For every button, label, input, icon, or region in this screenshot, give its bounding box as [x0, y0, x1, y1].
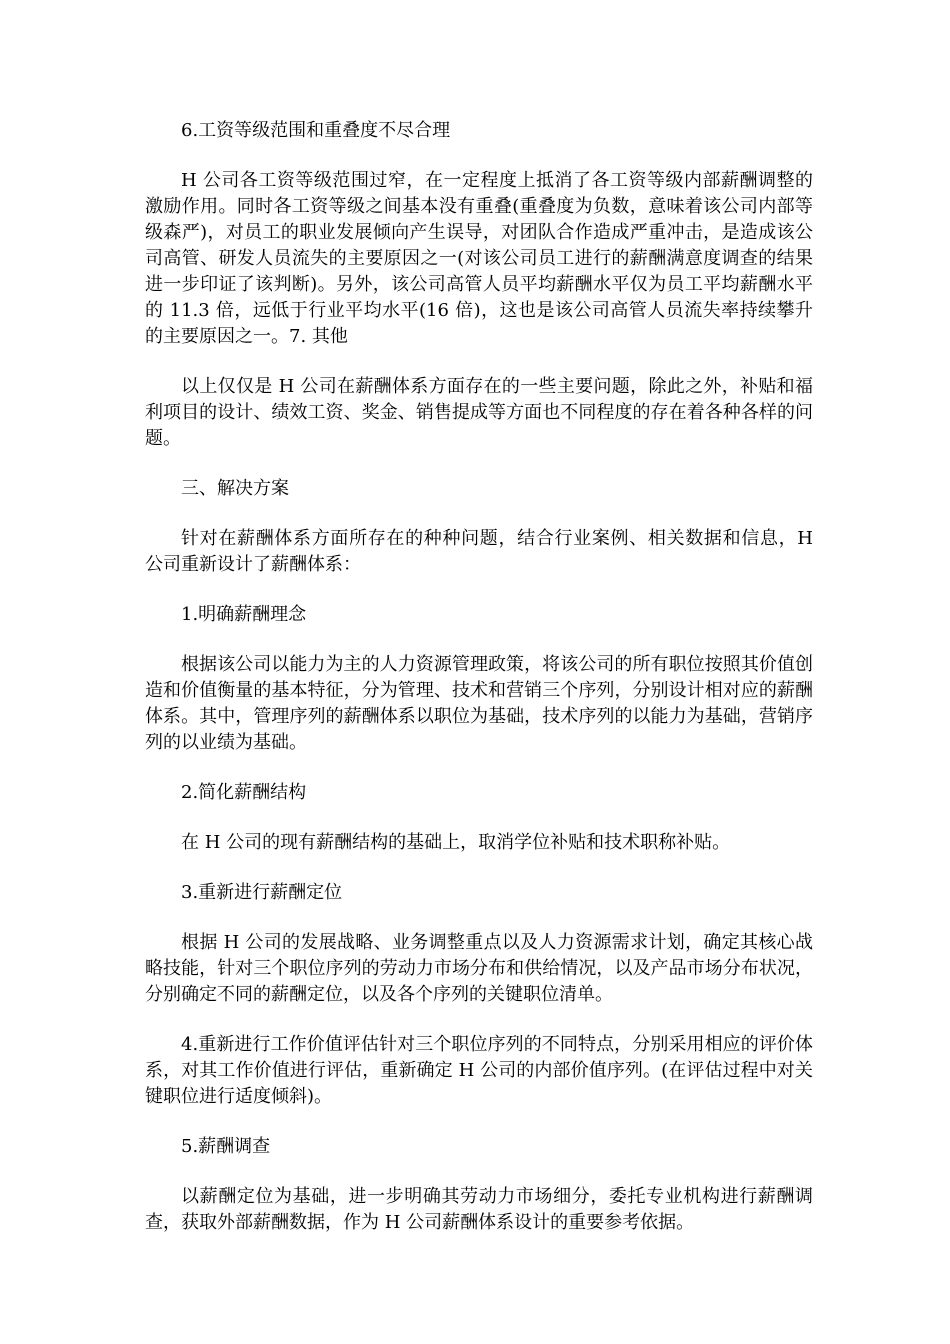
- paragraph-solution-intro: 针对在薪酬体系方面所存在的种种问题，结合行业案例、相关数据和信息，H 公司重新设计了薪酬体系：: [145, 528, 813, 575]
- section-heading-solution: 三、解决方案: [181, 478, 289, 499]
- section-heading-salary-grade: 6.工资等级范围和重叠度不尽合理: [181, 120, 451, 141]
- subheading-compensation-philosophy: 1.明确薪酬理念: [181, 604, 307, 625]
- paragraph-simplify-structure: 在 H 公司的现有薪酬结构的基础上，取消学位补贴和技术职称补贴。: [181, 832, 731, 853]
- paragraph-other-issues: 以上仅仅是 H 公司在薪酬体系方面存在的一些主要问题，除此之外，补贴和福利项目的设计、绩效工资、奖金、销售提成等方面也不同程度的存在着各种各样的问题。: [145, 376, 813, 449]
- document-page: [145, 118, 813, 1260]
- paragraph-compensation-philosophy: 根据该公司以能力为主的人力资源管理政策，将该公司的所有职位按照其价值创造和价值衡量的基本特征，分为管理、技术和营销三个序列，分别设计相对应的薪酬体系。其中，管理序列的薪酬体系以职位为基础，技术序列的以能力为基础，营销序列的以业绩为基础。: [145, 654, 813, 753]
- paragraph-repositioning: 根据 H 公司的发展战略、业务调整重点以及人力资源需求计划，确定其核心战略技能，针对三个职位序列的劳动力市场分布和供给情况，以及产品市场分布状况，分别确定不同的薪酬定位，以及各个序列的关键职位清单。: [145, 932, 813, 1005]
- subheading-salary-survey: 5.薪酬调查: [181, 1136, 271, 1157]
- paragraph-salary-survey: 以薪酬定位为基础，进一步明确其劳动力市场细分，委托专业机构进行薪酬调查，获取外部薪酬数据，作为 H 公司薪酬体系设计的重要参考依据。: [145, 1186, 813, 1233]
- paragraph-salary-grade-issues: H 公司各工资等级范围过窄，在一定程度上抵消了各工资等级内部薪酬调整的激励作用。同时各工资等级之间基本没有重叠(重叠度为负数，意味着该公司内部等级森严)，对员工的职业发展倾向产生误导，对团队合作造成严重冲击，是造成该公司高管、研发人员流失的主要原因之一(对该公司员工进行的薪酬满意度调查的结果进一步印证了该判断)。另外，该公司高管人员平均薪酬水平仅为员工平均薪酬水平的 11.3 倍，远低于行业平均水平(16 倍)，这也是该公司高管人员流失率持续攀升的主要原因之一。7. 其他: [145, 170, 813, 347]
- paragraph-job-evaluation: 4.重新进行工作价值评估针对三个职位序列的不同特点，分别采用相应的评价体系，对其工作价值进行评估，重新确定 H 公司的内部价值序列。(在评估过程中对关键职位进行适度倾斜)。: [145, 1034, 813, 1107]
- subheading-repositioning: 3.重新进行薪酬定位: [181, 882, 343, 903]
- subheading-simplify-structure: 2.简化薪酬结构: [181, 782, 307, 803]
